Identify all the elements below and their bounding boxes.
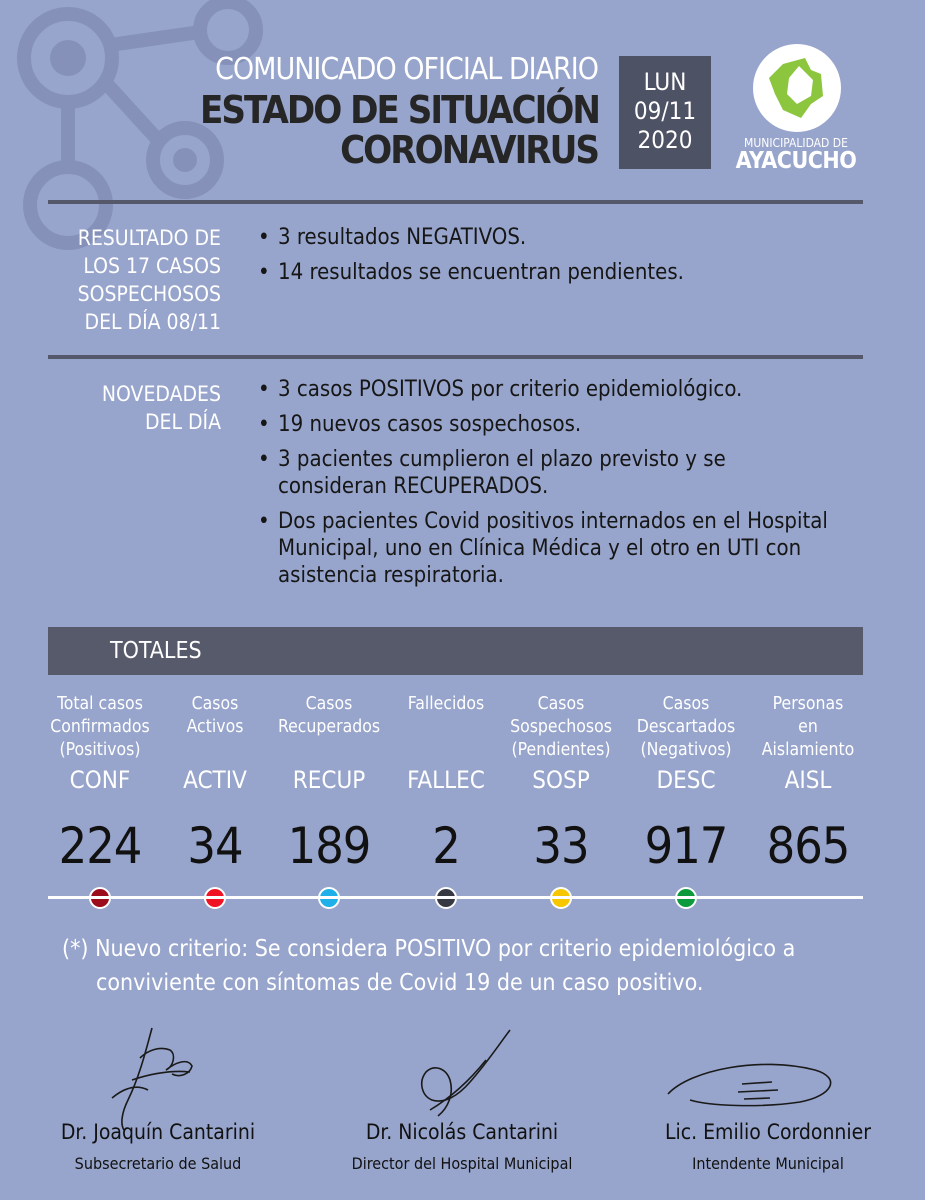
totals-column-fallec bbox=[386, 693, 506, 795]
logo-text-top: MUNICIPALIDAD DE bbox=[744, 136, 848, 150]
divider bbox=[48, 355, 863, 359]
totals-column-sosp bbox=[501, 693, 621, 795]
totals-column-recup bbox=[269, 693, 389, 795]
signature-role-3: Intendente Municipal bbox=[692, 1154, 844, 1173]
signature-role-1: Subsecretario de Salud bbox=[74, 1154, 242, 1173]
signature-3-icon bbox=[668, 1064, 831, 1105]
totals-value-aisl: 865 bbox=[766, 817, 850, 875]
results-label-line: RESULTADO DE bbox=[77, 226, 221, 250]
totals-column-label-line: Personas bbox=[772, 694, 844, 714]
totals-column-activ bbox=[155, 693, 275, 795]
bullet-icon: • bbox=[258, 509, 270, 534]
totals-column-abbr: FALLEC bbox=[407, 766, 485, 794]
totals-column-label-line: Sospechosos bbox=[510, 717, 612, 737]
totals-column-abbr: RECUP bbox=[292, 766, 366, 794]
totals-column-abbr: CONF bbox=[69, 766, 131, 794]
news-bullet-text: Dos pacientes Covid positivos internados en el Hospital Municipal, uno en Clínica Médica y el otro en UTI con asistencia respiratoria. bbox=[278, 509, 828, 588]
totals-value-recup: 189 bbox=[287, 817, 371, 875]
header-title-line1: ESTADO DE SITUACIÓN bbox=[200, 88, 599, 132]
totals-column-label bbox=[40, 693, 160, 765]
logo-text-bottom: AYACUCHO bbox=[735, 148, 857, 174]
totals-column-label bbox=[501, 693, 621, 765]
bullet-icon: • bbox=[258, 260, 270, 285]
news-bullet-text: 19 nuevos casos sospechosos. bbox=[278, 412, 582, 437]
news-bullet-text: 3 casos POSITIVOS por criterio epidemiológico. bbox=[278, 377, 743, 402]
news-list bbox=[258, 376, 830, 597]
totals-column-label-line: Descartados bbox=[636, 717, 736, 737]
totals-value-desc: 917 bbox=[644, 817, 728, 875]
totals-column-abbr: SOSP bbox=[532, 766, 590, 794]
divider bbox=[48, 200, 863, 204]
news-section-label bbox=[40, 380, 221, 436]
news-bullet-text: 3 pacientes cumplieron el plazo previsto y se consideran RECUPERADOS. bbox=[278, 447, 726, 499]
date-box bbox=[619, 56, 711, 169]
results-section-label bbox=[40, 224, 221, 336]
bullet-icon: • bbox=[258, 377, 270, 402]
totals-column-label-line: Activos bbox=[186, 717, 244, 737]
list-item bbox=[258, 376, 830, 403]
totals-column-label-line: Fallecidos bbox=[407, 694, 485, 714]
totals-column-label-line: Confirmados bbox=[50, 717, 150, 737]
totals-column-label-line: (Negativos) bbox=[640, 740, 732, 760]
totals-column-label-line: (Pendientes) bbox=[511, 740, 611, 760]
totals-header: TOTALES bbox=[48, 627, 863, 675]
criteria-note bbox=[62, 932, 862, 1000]
totals-column-label bbox=[626, 693, 746, 765]
results-list bbox=[258, 224, 858, 294]
bullet-icon: • bbox=[258, 225, 270, 250]
results-label-line: DEL DÍA 08/11 bbox=[84, 310, 221, 334]
totals-column-abbr: ACTIV bbox=[183, 766, 247, 794]
totals-value-conf: 224 bbox=[58, 817, 142, 875]
results-bullet-text: 14 resultados se encuentran pendientes. bbox=[278, 260, 684, 285]
note-line-2: conviviente con síntomas de Covid 19 de un caso positivo. bbox=[96, 970, 704, 996]
list-item bbox=[258, 411, 830, 438]
list-item bbox=[258, 446, 830, 500]
results-label-line: LOS 17 CASOS bbox=[83, 254, 221, 278]
header-title-line2: CORONAVIRUS bbox=[340, 128, 598, 172]
totals-column-label bbox=[269, 693, 389, 765]
totals-column-abbr: AISL bbox=[784, 766, 832, 794]
totals-column-abbr: DESC bbox=[656, 766, 716, 794]
totals-column-label-line: Recuperados bbox=[277, 717, 381, 737]
totals-column-label-line: en bbox=[798, 717, 818, 737]
date-day-month: 09/11 bbox=[633, 97, 697, 125]
totals-column-label bbox=[386, 693, 506, 765]
results-bullet-text: 3 resultados NEGATIVOS. bbox=[278, 225, 527, 250]
totals-column-label-line: Casos bbox=[537, 694, 585, 714]
totals-column-label bbox=[748, 693, 868, 765]
totals-value-sosp: 33 bbox=[533, 817, 589, 875]
signature-2-icon bbox=[422, 1030, 510, 1116]
news-label-line: DEL DÍA bbox=[144, 410, 221, 434]
list-item bbox=[258, 508, 830, 589]
note-line-1: (*) Nuevo criterio: Se considera POSITIVO por criterio epidemiológico a bbox=[62, 936, 796, 962]
date-weekday: LUN bbox=[643, 68, 687, 96]
totals-column-label-line: Total casos bbox=[57, 694, 143, 714]
totals-column-label-line: Casos bbox=[662, 694, 710, 714]
header-subtitle: COMUNICADO OFICIAL DIARIO bbox=[215, 52, 598, 87]
list-item bbox=[258, 259, 858, 286]
totals-column-label-line: (Positivos) bbox=[59, 740, 141, 760]
totals-column-aisl bbox=[748, 693, 868, 795]
signature-name-3: Lic. Emilio Cordonnier bbox=[664, 1120, 872, 1144]
signature-1-icon bbox=[112, 1028, 192, 1130]
bullet-icon: • bbox=[258, 412, 270, 437]
signature-name-1: Dr. Joaquín Cantarini bbox=[60, 1120, 256, 1144]
signature-name-2: Dr. Nicolás Cantarini bbox=[365, 1120, 559, 1144]
totals-column-label-line: Casos bbox=[305, 694, 353, 714]
totals-column-conf bbox=[40, 693, 160, 795]
signature-role-2: Director del Hospital Municipal bbox=[351, 1154, 573, 1173]
bullet-icon: • bbox=[258, 447, 270, 472]
timeline-line bbox=[48, 896, 863, 899]
news-label-line: NOVEDADES bbox=[101, 382, 221, 406]
totals-value-fallec: 2 bbox=[432, 817, 460, 875]
totals-value-activ: 34 bbox=[187, 817, 243, 875]
results-label-line: SOSPECHOSOS bbox=[77, 282, 221, 306]
totals-column-desc bbox=[626, 693, 746, 795]
list-item bbox=[258, 224, 858, 251]
totals-column-label bbox=[155, 693, 275, 765]
date-year: 2020 bbox=[637, 126, 693, 154]
totals-column-label-line: Casos bbox=[191, 694, 239, 714]
totals-column-label-line: Aislamiento bbox=[761, 740, 855, 760]
municipal-logo-icon bbox=[753, 44, 841, 132]
